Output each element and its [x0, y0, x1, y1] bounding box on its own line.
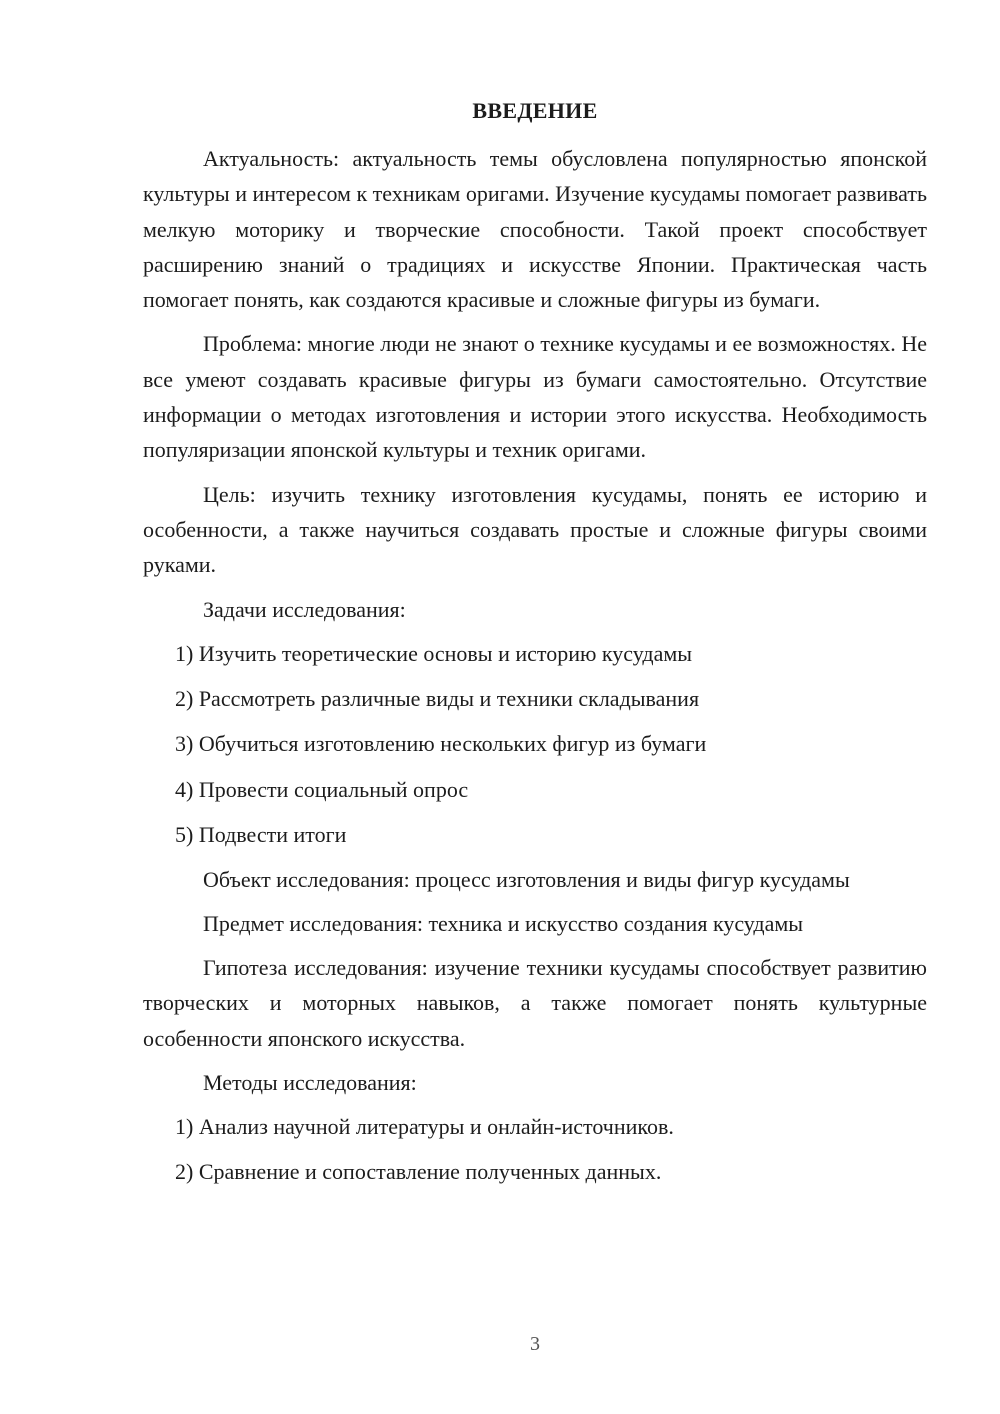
task-item-2: 2) Рассмотреть различные виды и техники складывания [175, 686, 700, 712]
methods-label: Методы исследования: [203, 1069, 417, 1095]
task-item-5: 5) Подвести итоги [175, 822, 347, 848]
task-item-1: 1) Изучить теоретические основы и историю кусудамы [175, 640, 693, 666]
task-item-3: 3) Обучиться изготовлению нескольких фигур из бумаги [175, 731, 707, 757]
page-title: ВВЕДЕНИЕ [472, 98, 598, 123]
tasks-label: Задачи исследования: [203, 596, 406, 622]
method-item-1: 1) Анализ научной литературы и онлайн-источников. [175, 1114, 674, 1140]
subject-paragraph: Предмет исследования: техника и искусство создания кусудамы [203, 910, 804, 936]
task-item-4: 4) Провести социальный опрос [175, 776, 469, 802]
method-item-2: 2) Сравнение и сопоставление полученных данных. [175, 1159, 662, 1185]
relevance-paragraph: Актуальность: актуальность темы обусловлена популярностью японской культуры и интересом к техникам оригами. Изучение кусудамы помогает развивать мелкую моторику и творческие способности. Такой проект способствует расширению знаний о традициях и искусстве Японии. Практическая часть помогает понять, как создаются красивые и сложные фигуры из бумаги. [143, 146, 927, 313]
tasks-list [143, 636, 927, 852]
problem-paragraph: Проблема: многие люди не знают о технике кусудамы и ее возможностях. Не все умеют создавать красивые фигуры из бумаги самостоятельно. Отсутствие информации о методах изготовления и истории этого искусства. Необходимость популяризации японской культуры и техник оригами. [143, 331, 927, 463]
goal-paragraph: Цель: изучить технику изготовления кусудамы, понять ее историю и особенности, а также научиться создавать простые и сложные фигуры своими руками. [143, 481, 927, 578]
methods-list [143, 1109, 927, 1190]
hypothesis-paragraph: Гипотеза исследования: изучение техники кусудамы способствует развитию творческих и моторных навыков, а также помогает понять культурные особенности японского искусства. [143, 954, 927, 1051]
page-number: 3 [530, 1333, 540, 1355]
document-page [143, 93, 927, 1200]
object-paragraph: Объект исследования: процесс изготовления и виды фигур кусудамы [203, 867, 850, 893]
